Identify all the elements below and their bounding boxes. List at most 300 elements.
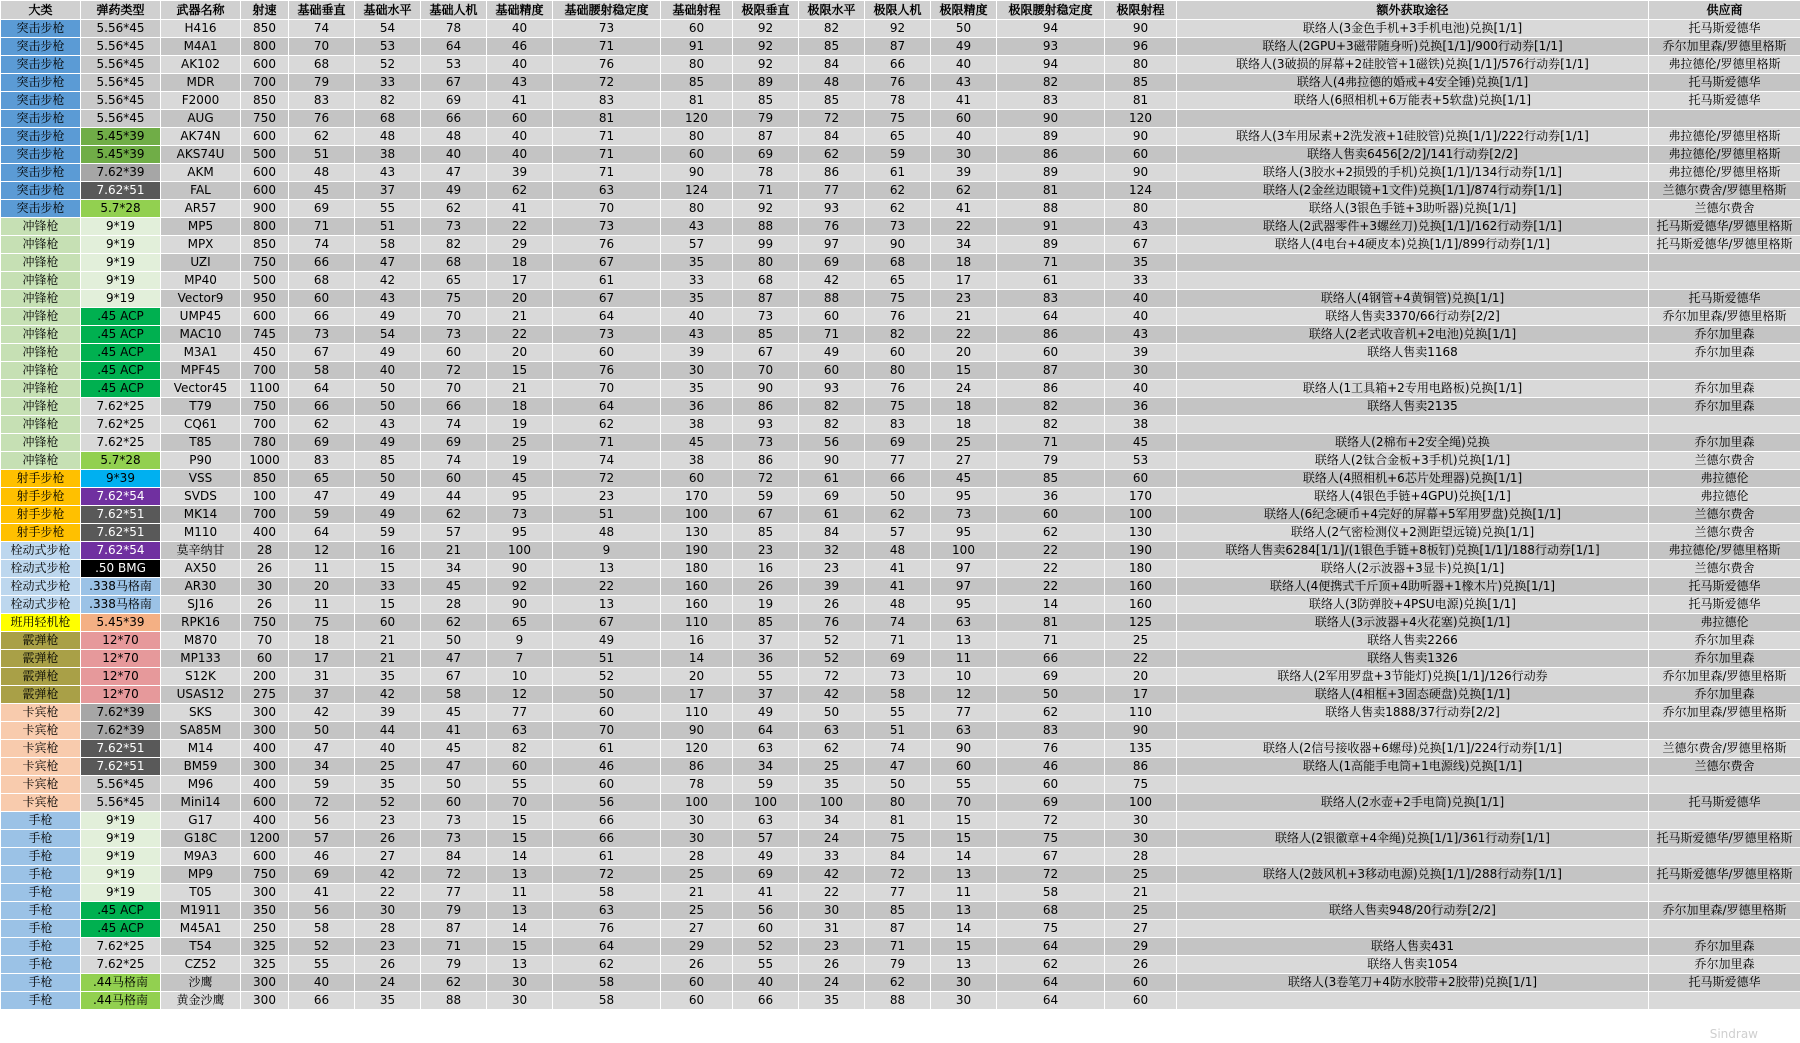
- base-ergonomics-cell[interactable]: 79: [421, 956, 487, 974]
- base-vertical-cell[interactable]: 66: [289, 254, 355, 272]
- weapon-name-cell[interactable]: M4A1: [161, 38, 241, 56]
- max-range-cell[interactable]: 120: [1105, 110, 1177, 128]
- base-ergonomics-cell[interactable]: 62: [421, 200, 487, 218]
- max-ergonomics-cell[interactable]: 65: [865, 128, 931, 146]
- max-range-cell[interactable]: 39: [1105, 344, 1177, 362]
- base-accuracy-cell[interactable]: 90: [487, 560, 553, 578]
- base-accuracy-cell[interactable]: 95: [487, 488, 553, 506]
- fire-rate-cell[interactable]: 325: [241, 938, 289, 956]
- acquisition-route-cell[interactable]: 联络人售卖1054: [1177, 956, 1649, 974]
- base-ergonomics-cell[interactable]: 82: [421, 236, 487, 254]
- ammo-type-cell[interactable]: 5.56*45: [81, 56, 161, 74]
- max-ergonomics-cell[interactable]: 50: [865, 776, 931, 794]
- max-hipfire-cell[interactable]: 94: [997, 20, 1105, 38]
- base-hipfire-cell[interactable]: 23: [553, 488, 661, 506]
- weapon-name-cell[interactable]: MPF45: [161, 362, 241, 380]
- max-accuracy-cell[interactable]: 12: [931, 686, 997, 704]
- base-range-cell[interactable]: 91: [661, 38, 733, 56]
- base-horizontal-cell[interactable]: 47: [355, 254, 421, 272]
- max-ergonomics-cell[interactable]: 83: [865, 416, 931, 434]
- ammo-type-cell[interactable]: .45 ACP: [81, 362, 161, 380]
- max-ergonomics-cell[interactable]: 92: [865, 20, 931, 38]
- category-cell[interactable]: 霰弹枪: [1, 686, 81, 704]
- supplier-cell[interactable]: 托马斯爱德华: [1649, 20, 1800, 38]
- base-range-cell[interactable]: 35: [661, 380, 733, 398]
- max-hipfire-cell[interactable]: 85: [997, 470, 1105, 488]
- max-vertical-cell[interactable]: 86: [733, 398, 799, 416]
- max-hipfire-cell[interactable]: 81: [997, 614, 1105, 632]
- acquisition-route-cell[interactable]: 联络人(2示波器+3显卡)兑换[1/1]: [1177, 560, 1649, 578]
- base-ergonomics-cell[interactable]: 48: [421, 128, 487, 146]
- fire-rate-cell[interactable]: 28: [241, 542, 289, 560]
- base-vertical-cell[interactable]: 70: [289, 38, 355, 56]
- base-accuracy-cell[interactable]: 39: [487, 164, 553, 182]
- fire-rate-cell[interactable]: 400: [241, 524, 289, 542]
- ammo-type-cell[interactable]: 12*70: [81, 632, 161, 650]
- table-row[interactable]: [1, 74, 1800, 92]
- category-cell[interactable]: 手枪: [1, 938, 81, 956]
- base-ergonomics-cell[interactable]: 50: [421, 632, 487, 650]
- max-range-cell[interactable]: 90: [1105, 164, 1177, 182]
- max-accuracy-cell[interactable]: 13: [931, 902, 997, 920]
- max-horizontal-cell[interactable]: 97: [799, 236, 865, 254]
- acquisition-route-cell[interactable]: 联络人(3防弹胶+4PSU电源)兑换[1/1]: [1177, 596, 1649, 614]
- max-range-cell[interactable]: 29: [1105, 938, 1177, 956]
- fire-rate-cell[interactable]: 800: [241, 38, 289, 56]
- category-cell[interactable]: 射手步枪: [1, 470, 81, 488]
- base-hipfire-cell[interactable]: 70: [553, 200, 661, 218]
- weapon-name-cell[interactable]: SJ16: [161, 596, 241, 614]
- base-range-cell[interactable]: 90: [661, 164, 733, 182]
- max-range-cell[interactable]: 90: [1105, 20, 1177, 38]
- base-range-cell[interactable]: 160: [661, 578, 733, 596]
- supplier-cell[interactable]: 弗拉德伦: [1649, 488, 1800, 506]
- base-range-cell[interactable]: 25: [661, 902, 733, 920]
- max-hipfire-cell[interactable]: 62: [997, 524, 1105, 542]
- category-cell[interactable]: 射手步枪: [1, 488, 81, 506]
- max-accuracy-cell[interactable]: 30: [931, 974, 997, 992]
- ammo-type-cell[interactable]: 7.62*25: [81, 956, 161, 974]
- base-vertical-cell[interactable]: 68: [289, 56, 355, 74]
- supplier-cell[interactable]: [1649, 884, 1800, 902]
- base-ergonomics-cell[interactable]: 47: [421, 164, 487, 182]
- base-accuracy-cell[interactable]: 11: [487, 884, 553, 902]
- base-hipfire-cell[interactable]: 58: [553, 992, 661, 1010]
- fire-rate-cell[interactable]: 1000: [241, 452, 289, 470]
- max-horizontal-cell[interactable]: 48: [799, 74, 865, 92]
- category-cell[interactable]: 班用轻机枪: [1, 614, 81, 632]
- supplier-cell[interactable]: 弗拉德伦: [1649, 614, 1800, 632]
- max-vertical-cell[interactable]: 93: [733, 416, 799, 434]
- base-vertical-cell[interactable]: 69: [289, 866, 355, 884]
- max-vertical-cell[interactable]: 73: [733, 308, 799, 326]
- max-vertical-cell[interactable]: 26: [733, 578, 799, 596]
- max-vertical-cell[interactable]: 37: [733, 686, 799, 704]
- max-horizontal-cell[interactable]: 32: [799, 542, 865, 560]
- weapon-name-cell[interactable]: T54: [161, 938, 241, 956]
- column-header[interactable]: 极限精度: [931, 1, 997, 20]
- base-vertical-cell[interactable]: 56: [289, 902, 355, 920]
- acquisition-route-cell[interactable]: [1177, 254, 1649, 272]
- max-vertical-cell[interactable]: 64: [733, 722, 799, 740]
- base-range-cell[interactable]: 120: [661, 740, 733, 758]
- base-accuracy-cell[interactable]: 21: [487, 308, 553, 326]
- base-ergonomics-cell[interactable]: 62: [421, 506, 487, 524]
- max-ergonomics-cell[interactable]: 87: [865, 38, 931, 56]
- supplier-cell[interactable]: 托马斯爱德华/罗德里格斯: [1649, 218, 1800, 236]
- supplier-cell[interactable]: 弗拉德伦/罗德里格斯: [1649, 128, 1800, 146]
- weapon-name-cell[interactable]: M45A1: [161, 920, 241, 938]
- fire-rate-cell[interactable]: 275: [241, 686, 289, 704]
- base-hipfire-cell[interactable]: 66: [553, 812, 661, 830]
- max-vertical-cell[interactable]: 57: [733, 830, 799, 848]
- category-cell[interactable]: 手枪: [1, 920, 81, 938]
- table-row[interactable]: [1, 758, 1800, 776]
- base-range-cell[interactable]: 45: [661, 434, 733, 452]
- base-range-cell[interactable]: 33: [661, 272, 733, 290]
- ammo-type-cell[interactable]: 9*39: [81, 470, 161, 488]
- fire-rate-cell[interactable]: 1100: [241, 380, 289, 398]
- base-ergonomics-cell[interactable]: 62: [421, 974, 487, 992]
- max-hipfire-cell[interactable]: 82: [997, 74, 1105, 92]
- table-row[interactable]: [1, 794, 1800, 812]
- supplier-cell[interactable]: 托马斯爱德华/罗德里格斯: [1649, 866, 1800, 884]
- weapon-name-cell[interactable]: M110: [161, 524, 241, 542]
- ammo-type-cell[interactable]: 7.62*51: [81, 524, 161, 542]
- base-accuracy-cell[interactable]: 14: [487, 848, 553, 866]
- weapon-name-cell[interactable]: P90: [161, 452, 241, 470]
- fire-rate-cell[interactable]: 500: [241, 146, 289, 164]
- max-accuracy-cell[interactable]: 17: [931, 272, 997, 290]
- fire-rate-cell[interactable]: 745: [241, 326, 289, 344]
- max-hipfire-cell[interactable]: 89: [997, 128, 1105, 146]
- base-hipfire-cell[interactable]: 62: [553, 416, 661, 434]
- base-ergonomics-cell[interactable]: 72: [421, 362, 487, 380]
- weapon-name-cell[interactable]: 沙鹰: [161, 974, 241, 992]
- base-vertical-cell[interactable]: 60: [289, 290, 355, 308]
- max-range-cell[interactable]: 30: [1105, 812, 1177, 830]
- max-vertical-cell[interactable]: 55: [733, 668, 799, 686]
- max-horizontal-cell[interactable]: 50: [799, 704, 865, 722]
- base-accuracy-cell[interactable]: 46: [487, 38, 553, 56]
- category-cell[interactable]: 手枪: [1, 848, 81, 866]
- max-range-cell[interactable]: 33: [1105, 272, 1177, 290]
- base-horizontal-cell[interactable]: 38: [355, 146, 421, 164]
- max-hipfire-cell[interactable]: 86: [997, 146, 1105, 164]
- max-hipfire-cell[interactable]: 60: [997, 506, 1105, 524]
- max-accuracy-cell[interactable]: 23: [931, 290, 997, 308]
- base-horizontal-cell[interactable]: 49: [355, 488, 421, 506]
- base-accuracy-cell[interactable]: 15: [487, 938, 553, 956]
- max-accuracy-cell[interactable]: 50: [931, 20, 997, 38]
- ammo-type-cell[interactable]: 7.62*39: [81, 722, 161, 740]
- base-ergonomics-cell[interactable]: 74: [421, 452, 487, 470]
- base-accuracy-cell[interactable]: 9: [487, 632, 553, 650]
- base-hipfire-cell[interactable]: 22: [553, 578, 661, 596]
- category-cell[interactable]: 冲锋枪: [1, 344, 81, 362]
- max-vertical-cell[interactable]: 92: [733, 20, 799, 38]
- base-vertical-cell[interactable]: 66: [289, 398, 355, 416]
- base-accuracy-cell[interactable]: 29: [487, 236, 553, 254]
- fire-rate-cell[interactable]: 300: [241, 758, 289, 776]
- weapon-name-cell[interactable]: MK14: [161, 506, 241, 524]
- max-ergonomics-cell[interactable]: 74: [865, 614, 931, 632]
- base-range-cell[interactable]: 40: [661, 308, 733, 326]
- max-ergonomics-cell[interactable]: 57: [865, 524, 931, 542]
- base-ergonomics-cell[interactable]: 45: [421, 704, 487, 722]
- column-header[interactable]: 射速: [241, 1, 289, 20]
- base-hipfire-cell[interactable]: 13: [553, 596, 661, 614]
- max-horizontal-cell[interactable]: 85: [799, 92, 865, 110]
- ammo-type-cell[interactable]: .45 ACP: [81, 326, 161, 344]
- base-range-cell[interactable]: 57: [661, 236, 733, 254]
- weapon-name-cell[interactable]: MP133: [161, 650, 241, 668]
- max-horizontal-cell[interactable]: 85: [799, 38, 865, 56]
- max-accuracy-cell[interactable]: 34: [931, 236, 997, 254]
- fire-rate-cell[interactable]: 30: [241, 578, 289, 596]
- max-horizontal-cell[interactable]: 26: [799, 956, 865, 974]
- table-row[interactable]: [1, 146, 1800, 164]
- table-row[interactable]: [1, 524, 1800, 542]
- max-vertical-cell[interactable]: 40: [733, 974, 799, 992]
- weapon-name-cell[interactable]: H416: [161, 20, 241, 38]
- table-row[interactable]: [1, 920, 1800, 938]
- max-hipfire-cell[interactable]: 82: [997, 398, 1105, 416]
- max-range-cell[interactable]: 40: [1105, 380, 1177, 398]
- max-hipfire-cell[interactable]: 62: [997, 704, 1105, 722]
- max-vertical-cell[interactable]: 92: [733, 38, 799, 56]
- base-hipfire-cell[interactable]: 67: [553, 290, 661, 308]
- base-horizontal-cell[interactable]: 35: [355, 776, 421, 794]
- fire-rate-cell[interactable]: 750: [241, 110, 289, 128]
- acquisition-route-cell[interactable]: 联络人(3示波器+4火花塞)兑换[1/1]: [1177, 614, 1649, 632]
- base-vertical-cell[interactable]: 18: [289, 632, 355, 650]
- base-range-cell[interactable]: 80: [661, 128, 733, 146]
- base-vertical-cell[interactable]: 17: [289, 650, 355, 668]
- max-range-cell[interactable]: 22: [1105, 650, 1177, 668]
- base-hipfire-cell[interactable]: 67: [553, 254, 661, 272]
- max-ergonomics-cell[interactable]: 48: [865, 542, 931, 560]
- base-hipfire-cell[interactable]: 63: [553, 902, 661, 920]
- weapon-name-cell[interactable]: MP5: [161, 218, 241, 236]
- weapon-name-cell[interactable]: Mini14: [161, 794, 241, 812]
- supplier-cell[interactable]: 乔尔加里森: [1649, 956, 1800, 974]
- max-hipfire-cell[interactable]: 14: [997, 596, 1105, 614]
- base-ergonomics-cell[interactable]: 88: [421, 992, 487, 1010]
- category-cell[interactable]: 霰弹枪: [1, 650, 81, 668]
- max-accuracy-cell[interactable]: 70: [931, 794, 997, 812]
- max-ergonomics-cell[interactable]: 75: [865, 398, 931, 416]
- base-range-cell[interactable]: 25: [661, 866, 733, 884]
- category-cell[interactable]: 突击步枪: [1, 128, 81, 146]
- category-cell[interactable]: 突击步枪: [1, 56, 81, 74]
- max-vertical-cell[interactable]: 23: [733, 542, 799, 560]
- max-horizontal-cell[interactable]: 84: [799, 524, 865, 542]
- max-vertical-cell[interactable]: 89: [733, 74, 799, 92]
- base-accuracy-cell[interactable]: 60: [487, 758, 553, 776]
- weapon-name-cell[interactable]: M96: [161, 776, 241, 794]
- max-accuracy-cell[interactable]: 43: [931, 74, 997, 92]
- max-range-cell[interactable]: 100: [1105, 506, 1177, 524]
- base-horizontal-cell[interactable]: 35: [355, 668, 421, 686]
- max-range-cell[interactable]: 17: [1105, 686, 1177, 704]
- max-ergonomics-cell[interactable]: 73: [865, 218, 931, 236]
- weapon-name-cell[interactable]: 莫辛纳甘: [161, 542, 241, 560]
- base-horizontal-cell[interactable]: 40: [355, 740, 421, 758]
- base-vertical-cell[interactable]: 69: [289, 434, 355, 452]
- supplier-cell[interactable]: 乔尔加里森: [1649, 686, 1800, 704]
- max-horizontal-cell[interactable]: 100: [799, 794, 865, 812]
- base-horizontal-cell[interactable]: 35: [355, 992, 421, 1010]
- max-accuracy-cell[interactable]: 18: [931, 254, 997, 272]
- supplier-cell[interactable]: 兰德尔费舍/罗德里格斯: [1649, 182, 1800, 200]
- base-horizontal-cell[interactable]: 28: [355, 920, 421, 938]
- max-ergonomics-cell[interactable]: 76: [865, 308, 931, 326]
- table-row[interactable]: [1, 776, 1800, 794]
- fire-rate-cell[interactable]: 300: [241, 992, 289, 1010]
- acquisition-route-cell[interactable]: [1177, 884, 1649, 902]
- fire-rate-cell[interactable]: 750: [241, 254, 289, 272]
- weapon-name-cell[interactable]: M870: [161, 632, 241, 650]
- ammo-type-cell[interactable]: .45 ACP: [81, 344, 161, 362]
- base-accuracy-cell[interactable]: 40: [487, 146, 553, 164]
- table-row[interactable]: [1, 902, 1800, 920]
- max-ergonomics-cell[interactable]: 72: [865, 866, 931, 884]
- base-horizontal-cell[interactable]: 43: [355, 416, 421, 434]
- base-hipfire-cell[interactable]: 73: [553, 218, 661, 236]
- base-horizontal-cell[interactable]: 43: [355, 290, 421, 308]
- weapon-name-cell[interactable]: CZ52: [161, 956, 241, 974]
- category-cell[interactable]: 霰弹枪: [1, 668, 81, 686]
- max-ergonomics-cell[interactable]: 62: [865, 974, 931, 992]
- ammo-type-cell[interactable]: 7.62*25: [81, 938, 161, 956]
- max-horizontal-cell[interactable]: 42: [799, 866, 865, 884]
- fire-rate-cell[interactable]: 400: [241, 776, 289, 794]
- acquisition-route-cell[interactable]: 联络人(2军用罗盘+3节能灯)兑换[1/1]/126行动券: [1177, 668, 1649, 686]
- supplier-cell[interactable]: 托马斯爱德华: [1649, 92, 1800, 110]
- max-vertical-cell[interactable]: 92: [733, 56, 799, 74]
- max-hipfire-cell[interactable]: 68: [997, 902, 1105, 920]
- base-horizontal-cell[interactable]: 52: [355, 56, 421, 74]
- max-ergonomics-cell[interactable]: 65: [865, 272, 931, 290]
- base-range-cell[interactable]: 20: [661, 668, 733, 686]
- max-hipfire-cell[interactable]: 76: [997, 740, 1105, 758]
- acquisition-route-cell[interactable]: 联络人(3卷笔刀+4防水胶带+2胶带)兑换[1/1]: [1177, 974, 1649, 992]
- max-ergonomics-cell[interactable]: 81: [865, 812, 931, 830]
- max-range-cell[interactable]: 20: [1105, 668, 1177, 686]
- max-accuracy-cell[interactable]: 15: [931, 938, 997, 956]
- max-accuracy-cell[interactable]: 10: [931, 668, 997, 686]
- max-accuracy-cell[interactable]: 73: [931, 506, 997, 524]
- fire-rate-cell[interactable]: 900: [241, 200, 289, 218]
- base-hipfire-cell[interactable]: 50: [553, 686, 661, 704]
- ammo-type-cell[interactable]: .44马格南: [81, 974, 161, 992]
- base-horizontal-cell[interactable]: 59: [355, 524, 421, 542]
- max-ergonomics-cell[interactable]: 84: [865, 848, 931, 866]
- max-ergonomics-cell[interactable]: 87: [865, 920, 931, 938]
- weapon-name-cell[interactable]: MP40: [161, 272, 241, 290]
- max-range-cell[interactable]: 25: [1105, 632, 1177, 650]
- base-horizontal-cell[interactable]: 54: [355, 326, 421, 344]
- max-accuracy-cell[interactable]: 49: [931, 38, 997, 56]
- base-ergonomics-cell[interactable]: 28: [421, 596, 487, 614]
- base-range-cell[interactable]: 85: [661, 74, 733, 92]
- base-vertical-cell[interactable]: 45: [289, 182, 355, 200]
- base-vertical-cell[interactable]: 62: [289, 416, 355, 434]
- max-horizontal-cell[interactable]: 76: [799, 218, 865, 236]
- base-range-cell[interactable]: 110: [661, 614, 733, 632]
- category-cell[interactable]: 冲锋枪: [1, 452, 81, 470]
- table-row[interactable]: [1, 416, 1800, 434]
- table-row[interactable]: [1, 470, 1800, 488]
- fire-rate-cell[interactable]: 26: [241, 560, 289, 578]
- base-ergonomics-cell[interactable]: 87: [421, 920, 487, 938]
- fire-rate-cell[interactable]: 300: [241, 884, 289, 902]
- max-hipfire-cell[interactable]: 89: [997, 236, 1105, 254]
- ammo-type-cell[interactable]: 7.62*25: [81, 416, 161, 434]
- base-hipfire-cell[interactable]: 76: [553, 920, 661, 938]
- base-vertical-cell[interactable]: 20: [289, 578, 355, 596]
- supplier-cell[interactable]: 兰德尔费舍: [1649, 506, 1800, 524]
- max-accuracy-cell[interactable]: 55: [931, 776, 997, 794]
- ammo-type-cell[interactable]: 9*19: [81, 848, 161, 866]
- fire-rate-cell[interactable]: 400: [241, 740, 289, 758]
- acquisition-route-cell[interactable]: 联络人售卖431: [1177, 938, 1649, 956]
- base-vertical-cell[interactable]: 34: [289, 758, 355, 776]
- max-accuracy-cell[interactable]: 25: [931, 434, 997, 452]
- max-hipfire-cell[interactable]: 79: [997, 452, 1105, 470]
- base-accuracy-cell[interactable]: 62: [487, 182, 553, 200]
- fire-rate-cell[interactable]: 450: [241, 344, 289, 362]
- ammo-type-cell[interactable]: 5.45*39: [81, 128, 161, 146]
- max-horizontal-cell[interactable]: 61: [799, 470, 865, 488]
- max-vertical-cell[interactable]: 56: [733, 902, 799, 920]
- base-vertical-cell[interactable]: 64: [289, 524, 355, 542]
- base-range-cell[interactable]: 27: [661, 920, 733, 938]
- base-range-cell[interactable]: 21: [661, 884, 733, 902]
- supplier-cell[interactable]: [1649, 812, 1800, 830]
- ammo-type-cell[interactable]: 7.62*51: [81, 182, 161, 200]
- max-hipfire-cell[interactable]: 82: [997, 416, 1105, 434]
- table-row[interactable]: [1, 614, 1800, 632]
- base-accuracy-cell[interactable]: 30: [487, 974, 553, 992]
- fire-rate-cell[interactable]: 325: [241, 956, 289, 974]
- base-accuracy-cell[interactable]: 21: [487, 380, 553, 398]
- weapon-name-cell[interactable]: SA85M: [161, 722, 241, 740]
- base-horizontal-cell[interactable]: 39: [355, 704, 421, 722]
- base-ergonomics-cell[interactable]: 66: [421, 398, 487, 416]
- base-horizontal-cell[interactable]: 44: [355, 722, 421, 740]
- base-ergonomics-cell[interactable]: 73: [421, 830, 487, 848]
- max-range-cell[interactable]: 21: [1105, 884, 1177, 902]
- fire-rate-cell[interactable]: 700: [241, 416, 289, 434]
- base-hipfire-cell[interactable]: 71: [553, 128, 661, 146]
- max-ergonomics-cell[interactable]: 68: [865, 254, 931, 272]
- max-accuracy-cell[interactable]: 45: [931, 470, 997, 488]
- max-accuracy-cell[interactable]: 60: [931, 110, 997, 128]
- base-hipfire-cell[interactable]: 60: [553, 776, 661, 794]
- base-accuracy-cell[interactable]: 19: [487, 452, 553, 470]
- acquisition-route-cell[interactable]: 联络人(4弗拉德的婚戒+4安全锤)兑换[1/1]: [1177, 74, 1649, 92]
- acquisition-route-cell[interactable]: 联络人(4电台+4硬皮本)兑换[1/1]/899行动券[1/1]: [1177, 236, 1649, 254]
- weapon-name-cell[interactable]: T79: [161, 398, 241, 416]
- max-ergonomics-cell[interactable]: 62: [865, 506, 931, 524]
- max-range-cell[interactable]: 80: [1105, 56, 1177, 74]
- max-accuracy-cell[interactable]: 95: [931, 596, 997, 614]
- table-row[interactable]: [1, 20, 1800, 38]
- base-hipfire-cell[interactable]: 72: [553, 470, 661, 488]
- base-vertical-cell[interactable]: 12: [289, 542, 355, 560]
